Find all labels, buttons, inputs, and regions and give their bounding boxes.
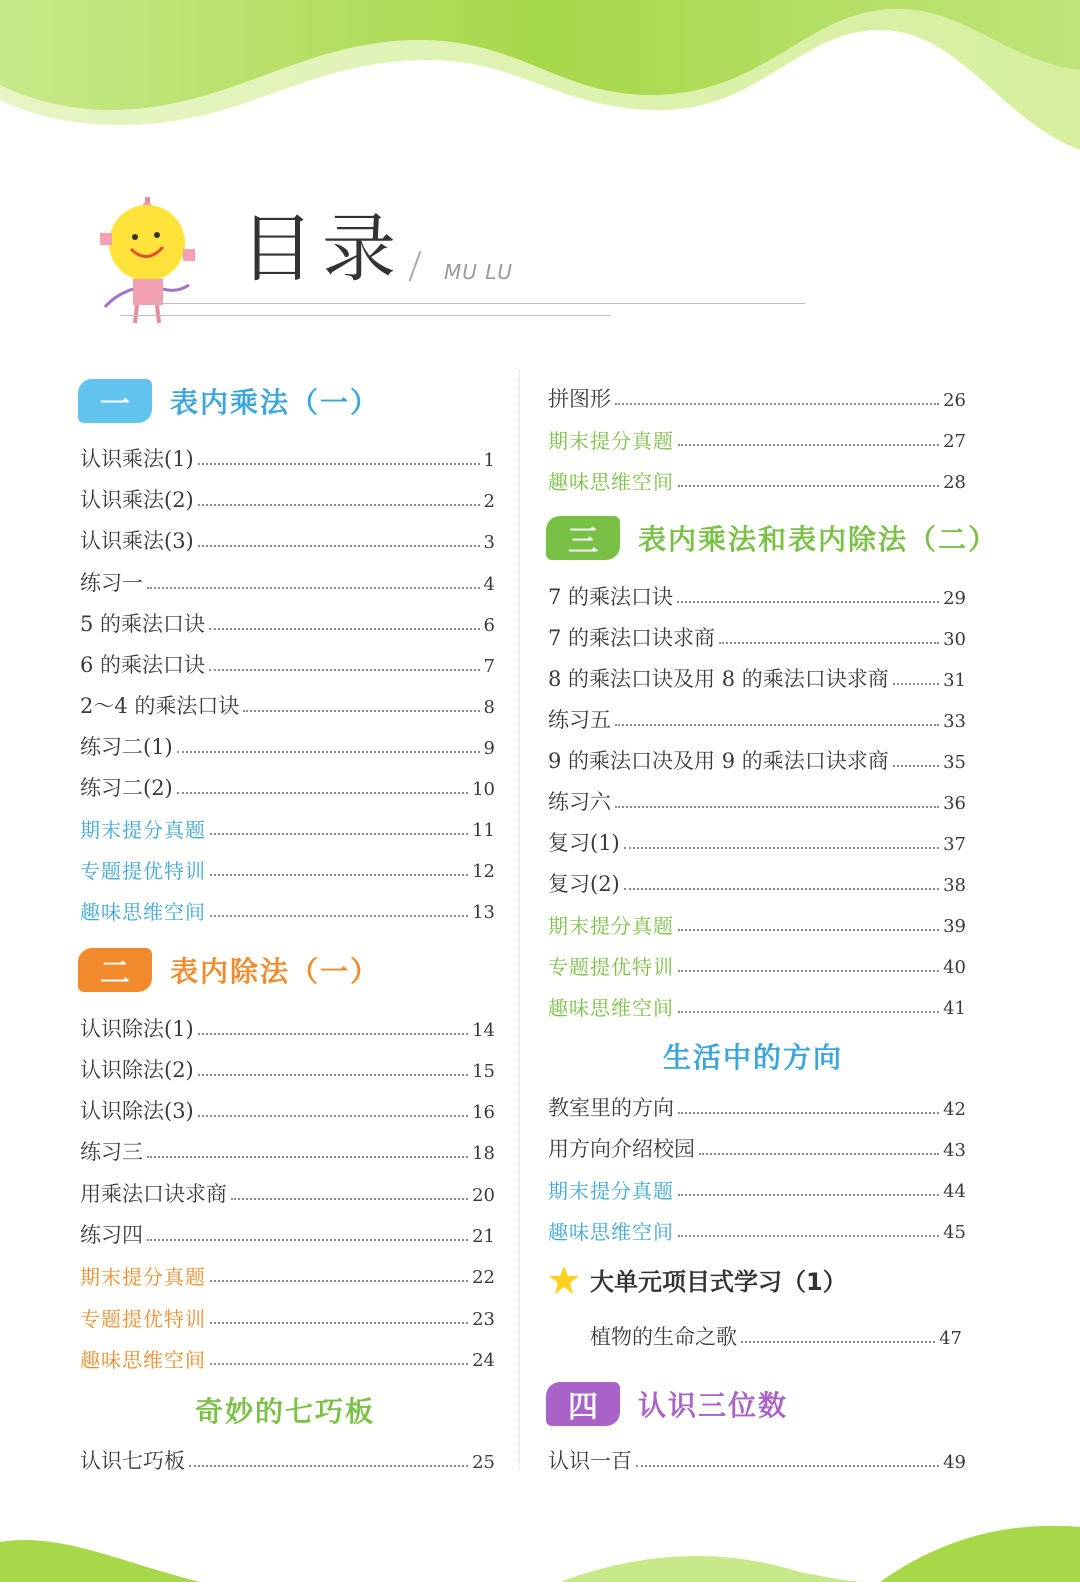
leader-dots — [678, 485, 939, 487]
toc-item-page: 7 — [483, 656, 495, 677]
toc-item-label: 专题提优特训 — [80, 1307, 206, 1331]
toc-item[interactable] — [548, 658, 966, 690]
toc-item-page: 25 — [472, 1452, 495, 1473]
toc-item-page: 29 — [943, 588, 966, 609]
unit-badge: 四 — [546, 1382, 620, 1426]
toc-item-page: 3 — [483, 532, 495, 553]
toc-item-label: 趣味思维空间 — [548, 1220, 674, 1244]
toc-item[interactable] — [80, 479, 495, 511]
leader-dots — [243, 710, 479, 712]
leader-dots — [678, 444, 939, 446]
toc-item-label: 用方向介绍校园 — [548, 1137, 695, 1161]
toc-item[interactable] — [548, 822, 966, 854]
unit-title: 认识三位数 — [638, 1389, 789, 1422]
toc-item-page: 45 — [943, 1222, 966, 1243]
toc-item-page: 31 — [943, 670, 966, 691]
unit-badge: 三 — [546, 516, 620, 560]
toc-item[interactable] — [80, 685, 495, 717]
toc-item[interactable] — [80, 603, 495, 635]
toc-item-page: 44 — [943, 1181, 966, 1202]
toc-item[interactable] — [548, 1169, 966, 1201]
leader-dots — [147, 1239, 468, 1241]
toc-item-page: 20 — [472, 1185, 495, 1206]
leader-dots — [893, 765, 939, 767]
toc-item-page: 40 — [943, 957, 966, 978]
toc-item-label: 7 的乘法口诀 — [548, 585, 674, 609]
toc-item[interactable] — [80, 1255, 495, 1287]
toc-item[interactable] — [548, 460, 966, 492]
toc-item-page: 35 — [943, 752, 966, 773]
toc-item-label: 期末提分真题 — [80, 818, 206, 842]
toc-item[interactable] — [80, 1090, 495, 1122]
toc-item-label: 期末提分真题 — [548, 1179, 674, 1203]
toc-item-page: 16 — [472, 1102, 495, 1123]
toc-item-label: 9 的乘法口决及用 9 的乘法口诀求商 — [548, 749, 889, 773]
toc-item-page: 8 — [483, 697, 495, 718]
leader-dots — [210, 1322, 468, 1324]
leader-dots — [678, 970, 939, 972]
unit-header-4 — [546, 1381, 788, 1427]
toc-item[interactable] — [548, 699, 966, 731]
toc-item[interactable] — [548, 863, 966, 895]
toc-item-page: 12 — [472, 861, 495, 882]
leader-dots — [678, 1112, 939, 1114]
leader-dots — [624, 888, 939, 890]
leader-dots — [678, 929, 939, 931]
toc-item-label: 期末提分真题 — [548, 429, 674, 453]
toc-item-label: 练习二(1) — [80, 735, 173, 759]
toc-item-label: 练习一 — [80, 571, 143, 595]
leader-dots — [699, 1153, 939, 1155]
leader-dots — [624, 847, 939, 849]
toc-item[interactable] — [80, 1338, 495, 1370]
toc-item[interactable] — [548, 904, 966, 936]
toc-item-label: 练习四 — [80, 1223, 143, 1247]
toc-item-label: 练习六 — [548, 790, 611, 814]
unit-header-1 — [78, 378, 380, 424]
toc-item-label: 认识乘法(1) — [80, 447, 194, 471]
toc-item-label: 期末提分真题 — [80, 1265, 206, 1289]
section-title-directions: 生活中的方向 — [662, 1041, 843, 1074]
unit-title: 表内乘法（一） — [170, 386, 381, 419]
leader-dots — [198, 1033, 468, 1035]
toc-item[interactable] — [590, 1316, 962, 1348]
leader-dots — [678, 1194, 939, 1196]
leader-dots — [177, 792, 468, 794]
unit-badge: 二 — [78, 948, 152, 992]
leader-dots — [678, 1011, 939, 1013]
toc-item-page: 38 — [943, 875, 966, 896]
leader-dots — [147, 587, 480, 589]
toc-item-page: 28 — [943, 472, 966, 493]
toc-item[interactable] — [548, 1440, 966, 1472]
toc-item[interactable] — [80, 644, 495, 676]
toc-item-page: 23 — [472, 1309, 495, 1330]
leader-dots — [210, 1363, 468, 1365]
leader-dots — [615, 724, 939, 726]
toc-item-label: 专题提优特训 — [80, 859, 206, 883]
toc-item-label: 复习(1) — [548, 831, 620, 855]
toc-item-page: 14 — [472, 1020, 495, 1041]
page-title: 目录 — [240, 206, 404, 292]
leader-dots — [209, 628, 480, 630]
toc-item-page: 22 — [472, 1267, 495, 1288]
toc-item-page: 26 — [943, 390, 966, 411]
leader-dots — [189, 1465, 468, 1467]
toc-item-label: 植物的生命之歌 — [590, 1325, 737, 1349]
leader-dots — [893, 683, 939, 685]
toc-item-page: 39 — [943, 916, 966, 937]
toc-item-page: 41 — [943, 998, 966, 1019]
toc-item[interactable] — [548, 740, 966, 772]
toc-item[interactable] — [548, 781, 966, 813]
toc-item[interactable] — [548, 576, 966, 608]
toc-item[interactable] — [80, 1049, 495, 1081]
toc-item-label: 练习二(2) — [80, 776, 173, 800]
leader-dots — [210, 1280, 468, 1282]
section-title-tangram: 奇妙的七巧板 — [194, 1395, 375, 1428]
bottom-wave-decoration — [0, 1502, 1080, 1582]
leader-dots — [198, 463, 480, 465]
unit-header-2 — [78, 947, 380, 993]
toc-item-label: 趣味思维空间 — [548, 996, 674, 1020]
header-divider-top — [150, 303, 805, 304]
toc-item-label: 5 的乘法口诀 — [80, 612, 206, 636]
unit-title: 表内除法（一） — [170, 955, 381, 988]
leader-dots — [198, 504, 480, 506]
toc-item-page: 10 — [472, 779, 495, 800]
toc-item-page: 30 — [943, 629, 966, 650]
toc-item-page: 11 — [472, 820, 495, 841]
leader-dots — [741, 1341, 935, 1343]
unit-header-3 — [546, 515, 998, 561]
leader-dots — [198, 1074, 468, 1076]
toc-item-page: 6 — [483, 615, 495, 636]
toc-item-page: 49 — [943, 1452, 966, 1473]
toc-item-label: 2～4 的乘法口诀 — [80, 694, 240, 718]
toc-item-label: 练习五 — [548, 708, 611, 732]
unit-badge: 一 — [78, 379, 152, 423]
toc-item[interactable] — [80, 767, 495, 799]
leader-dots — [615, 403, 939, 405]
toc-item[interactable] — [80, 1008, 495, 1040]
toc-item-label: 8 的乘法口诀及用 8 的乘法口诀求商 — [548, 667, 889, 691]
toc-item-page: 15 — [472, 1061, 495, 1082]
toc-item[interactable] — [80, 1173, 495, 1205]
toc-item-label: 复习(2) — [548, 872, 620, 896]
leader-dots — [210, 915, 468, 917]
leader-dots — [231, 1198, 468, 1200]
toc-item[interactable] — [80, 438, 495, 470]
toc-item[interactable] — [80, 1214, 495, 1246]
toc-item-page: 42 — [943, 1099, 966, 1120]
toc-item-page: 43 — [943, 1140, 966, 1161]
toc-item-label: 认识除法(2) — [80, 1058, 194, 1082]
toc-item-label: 教室里的方向 — [548, 1096, 674, 1120]
toc-item-page: 37 — [943, 834, 966, 855]
toc-item[interactable] — [80, 849, 495, 881]
toc-item[interactable] — [80, 890, 495, 922]
toc-item-page: 21 — [472, 1226, 495, 1247]
header-divider-bottom — [120, 315, 610, 316]
toc-item-label: 趣味思维空间 — [80, 1348, 206, 1372]
toc-item-page: 33 — [943, 711, 966, 732]
leader-dots — [147, 1156, 468, 1158]
column-divider — [519, 370, 520, 1470]
toc-item-label: 趣味思维空间 — [80, 900, 206, 924]
toc-item[interactable] — [80, 1297, 495, 1329]
leader-dots — [719, 642, 939, 644]
toc-item[interactable] — [80, 520, 495, 552]
project-header — [548, 1262, 847, 1297]
toc-item-label: 认识一百 — [548, 1449, 632, 1473]
project-title: 大单元项目式学习（1） — [590, 1268, 847, 1296]
toc-item-label: 认识乘法(3) — [80, 529, 194, 553]
toc-item-page: 27 — [943, 431, 966, 452]
toc-item[interactable] — [548, 1128, 966, 1160]
toc-item-label: 认识除法(1) — [80, 1017, 194, 1041]
toc-item[interactable] — [80, 808, 495, 840]
toc-item-page: 13 — [472, 902, 495, 923]
toc-item-page: 36 — [943, 793, 966, 814]
leader-dots — [210, 833, 468, 835]
star-icon — [548, 1264, 580, 1296]
toc-item[interactable] — [548, 1087, 966, 1119]
page-subtitle: MU LU — [444, 260, 514, 284]
toc-item[interactable] — [548, 419, 966, 451]
leader-dots — [209, 669, 480, 671]
toc-item-page: 47 — [939, 1328, 962, 1349]
top-wave-decoration — [0, 0, 1080, 150]
toc-item-page: 24 — [472, 1350, 495, 1371]
leader-dots — [198, 545, 480, 547]
toc-item[interactable] — [80, 1131, 495, 1163]
toc-item[interactable] — [80, 726, 495, 758]
toc-item-label: 认识七巧板 — [80, 1449, 185, 1473]
toc-item[interactable] — [548, 945, 966, 977]
leader-dots — [177, 751, 480, 753]
toc-item-page: 4 — [483, 574, 495, 595]
toc-item-label: 认识除法(3) — [80, 1099, 194, 1123]
toc-item-label: 认识乘法(2) — [80, 488, 194, 512]
title-slash — [409, 251, 422, 282]
toc-item-label: 期末提分真题 — [548, 914, 674, 938]
leader-dots — [615, 806, 939, 808]
toc-item-label: 用乘法口诀求商 — [80, 1182, 227, 1206]
leader-dots — [210, 874, 468, 876]
leader-dots — [677, 601, 939, 603]
toc-item-page: 18 — [472, 1143, 495, 1164]
toc-item[interactable] — [548, 378, 966, 410]
toc-item-label: 拼图形 — [548, 387, 611, 411]
toc-item[interactable] — [548, 617, 966, 649]
toc-item-label: 7 的乘法口诀求商 — [548, 626, 716, 650]
toc-item-label: 趣味思维空间 — [548, 470, 674, 494]
toc-item[interactable] — [80, 562, 495, 594]
toc-item-label: 6 的乘法口诀 — [80, 653, 206, 677]
toc-item[interactable] — [548, 1210, 966, 1242]
toc-item-page: 2 — [483, 491, 495, 512]
toc-item[interactable] — [548, 986, 966, 1018]
toc-item[interactable] — [80, 1440, 495, 1472]
unit-title: 表内乘法和表内除法（二） — [638, 523, 999, 556]
toc-item-page: 1 — [483, 450, 495, 471]
mascot-illustration — [95, 195, 200, 330]
leader-dots — [198, 1115, 468, 1117]
toc-item-label: 专题提优特训 — [548, 955, 674, 979]
leader-dots — [636, 1465, 939, 1467]
toc-item-label: 练习三 — [80, 1140, 143, 1164]
leader-dots — [678, 1235, 939, 1237]
toc-item-page: 9 — [483, 738, 495, 759]
